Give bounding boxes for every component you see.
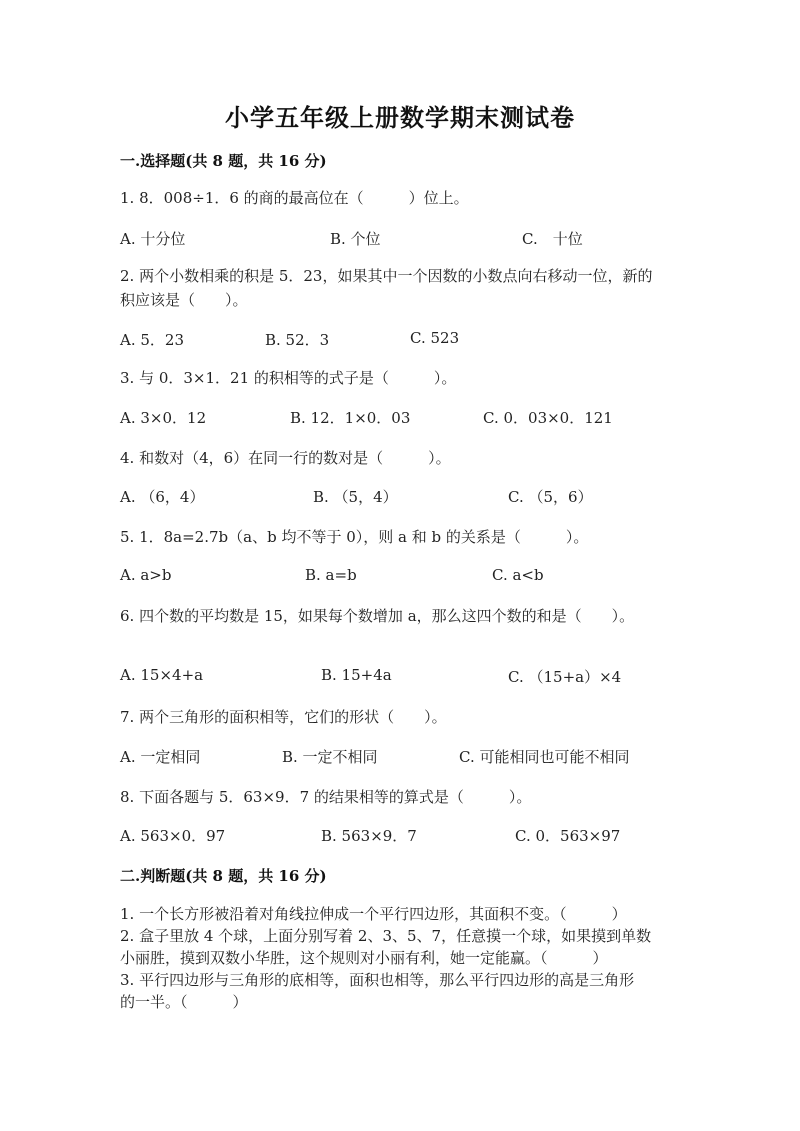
question-4-option-a: A. （6，4） [120, 488, 205, 506]
question-2-option-c: C. 523 [410, 329, 460, 347]
question-7-text: 7. 两个三角形的面积相等，它们的形状（ ）。 [120, 708, 447, 726]
question-4-option-c: C. （5，6） [508, 488, 593, 506]
question-3-option-b: B. 12．1×0．03 [290, 409, 411, 427]
question-4-option-b: B. （5，4） [313, 488, 398, 506]
judgement-3-line1: 3. 平行四边形与三角形的底相等，面积也相等，那么平行四边形的高是三角形 [120, 971, 635, 989]
question-8-option-a: A. 563×0．97 [120, 827, 226, 845]
question-6-option-a: A. 15×4+a [120, 666, 204, 684]
question-6-option-b: B. 15+4a [321, 666, 392, 684]
judgement-2-line2: 小丽胜，摸到双数小华胜，这个规则对小丽有利，她一定能赢。（ ） [120, 949, 608, 967]
question-1-option-c: C. 十位 [522, 230, 583, 248]
judgement-1-line1: 1. 一个长方形被沿着对角线拉伸成一个平行四边形，其面积不变。（ ） [120, 905, 627, 923]
question-3-option-c: C. 0．03×0．121 [483, 409, 613, 427]
question-2-option-b: B. 52．3 [265, 331, 330, 349]
section-heading-judgement: 二.判断题(共 8 题，共 16 分) [120, 867, 327, 885]
question-7-option-b: B. 一定不相同 [282, 748, 378, 766]
section-heading-choice: 一.选择题(共 8 题，共 16 分) [120, 152, 327, 170]
question-5-option-a: A. a>b [120, 566, 172, 584]
question-1-option-b: B. 个位 [330, 230, 381, 248]
judgement-2-line1: 2. 盒子里放 4 个球，上面分别写着 2、3、5、7，任意摸一个球，如果摸到单数 [120, 927, 652, 945]
question-4-text: 4. 和数对（4，6）在同一行的数对是（ ）。 [120, 449, 451, 467]
question-7-option-c: C. 可能相同也可能不相同 [459, 748, 630, 766]
question-6-option-c: C. （15+a）×4 [508, 668, 622, 686]
question-2-text-line1: 2. 两个小数相乘的积是 5．23，如果其中一个因数的小数点向右移动一位，新的 [120, 267, 653, 285]
question-5-option-c: C. a<b [492, 566, 544, 584]
question-7-option-a: A. 一定相同 [120, 748, 201, 766]
judgement-3-line2: 的一半。（ ） [120, 993, 248, 1011]
question-8-text: 8. 下面各题与 5．63×9．7 的结果相等的算式是（ ）。 [120, 788, 532, 806]
question-3-option-a: A. 3×0．12 [120, 409, 207, 427]
question-6-text: 6. 四个数的平均数是 15，如果每个数增加 a，那么这四个数的和是（ ）。 [120, 607, 635, 625]
question-8-option-c: C. 0．563×97 [515, 827, 621, 845]
question-3-text: 3. 与 0．3×1．21 的积相等的式子是（ ）。 [120, 369, 457, 387]
page-title: 小学五年级上册数学期末测试卷 [225, 103, 575, 132]
question-5-text: 5. 1．8a=2.7b（a、b 均不等于 0），则 a 和 b 的关系是（ ）。 [120, 528, 589, 546]
question-8-option-b: B. 563×9．7 [321, 827, 417, 845]
question-5-option-b: B. a=b [305, 566, 357, 584]
question-1-option-a: A. 十分位 [120, 230, 186, 248]
question-2-option-a: A. 5．23 [120, 331, 184, 349]
question-1-text: 1. 8．008÷1．6 的商的最高位在（ ）位上。 [120, 189, 469, 207]
question-2-text-line2: 积应该是（ ）。 [120, 291, 248, 309]
